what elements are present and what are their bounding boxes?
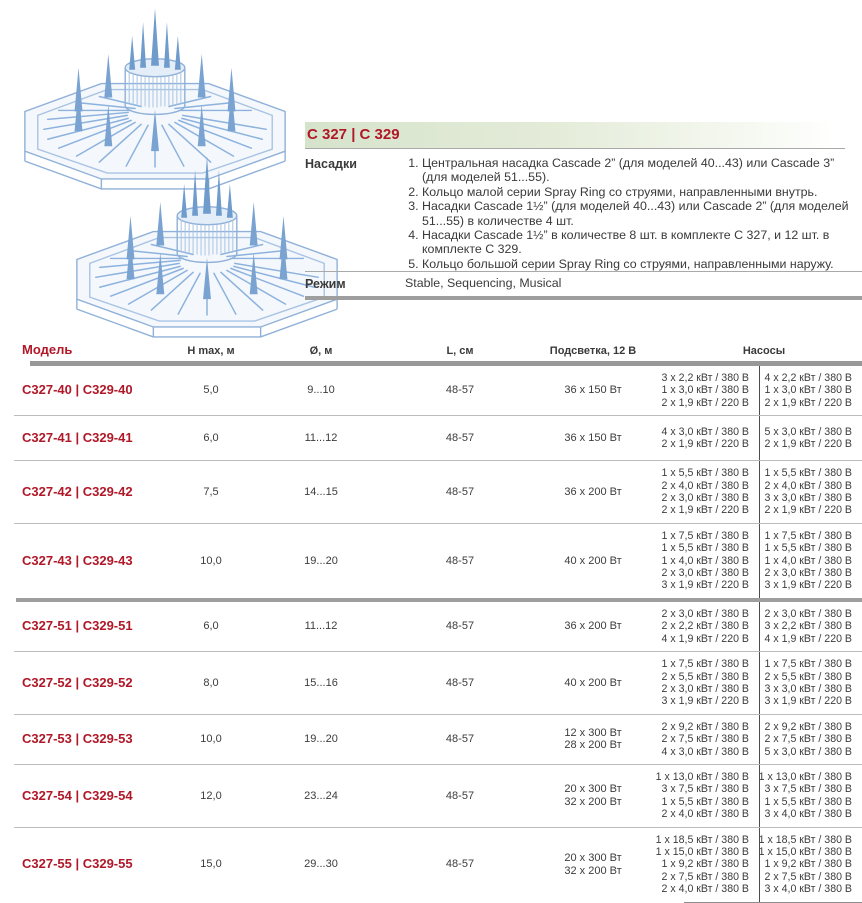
- col-header-pumps: Насосы: [742, 345, 786, 357]
- value-line: 1 x 9,2 кВт / 380 В: [661, 858, 749, 871]
- pumps-c329-cell: [759, 828, 862, 902]
- value-line: 1 x 5,5 кВт / 380 В: [661, 542, 749, 555]
- hmax-cell: 10,0: [200, 554, 222, 567]
- value-line: 3 x 7,5 кВт / 380 В: [764, 783, 852, 796]
- value-line: 1 x 7,5 кВт / 380 В: [764, 658, 852, 671]
- light-cell: [520, 765, 666, 827]
- value-line: 20 x 300 Вт: [564, 852, 622, 865]
- table-row: [0, 416, 862, 460]
- value-line: 1 x 13,0 кВт / 380 В: [758, 770, 852, 783]
- table-row: [0, 715, 862, 764]
- value-line: 1 x 13,0 кВт / 380 В: [655, 770, 749, 783]
- light-cell: [520, 416, 666, 460]
- model-cell: C327-53 | C329-53: [22, 731, 133, 747]
- length-cell: 48-57: [445, 384, 475, 397]
- value-line: 2 x 3,0 кВт / 380 В: [764, 607, 852, 620]
- value-line: 2 x 3,0 кВт / 380 В: [661, 492, 749, 505]
- length-cell: 48-57: [445, 554, 475, 567]
- section-divider-thick: [305, 296, 862, 300]
- value-line: 5 x 3,0 кВт / 380 В: [764, 425, 852, 438]
- light-cell: [520, 828, 666, 902]
- model-cell: C327-55 | C329-55: [22, 856, 133, 872]
- value-line: 1 x 5,5 кВт / 380 В: [764, 467, 852, 480]
- model-cell: C327-41 | C329-41: [22, 429, 133, 445]
- pumps-c329-cell: [759, 366, 862, 415]
- table-row: [0, 828, 862, 902]
- pumps-c327-cell: [655, 765, 759, 827]
- model-cell: C327-40 | C329-40: [22, 382, 133, 398]
- model-cell: C327-52 | C329-52: [22, 674, 133, 690]
- table-row: [0, 652, 862, 714]
- value-line: 3 x 4,0 кВт / 380 В: [764, 883, 852, 896]
- value-line: 36 x 200 Вт: [564, 620, 622, 633]
- model-cell: C327-51 | C329-51: [22, 618, 133, 634]
- hmax-cell: 6,0: [203, 431, 219, 444]
- value-line: 4 x 3,0 кВт / 380 В: [661, 425, 749, 438]
- diameter-cell: 29...30: [304, 858, 338, 871]
- value-line: 2 x 5,5 кВт / 380 В: [764, 670, 852, 683]
- diameter-cell: 11...12: [304, 620, 338, 633]
- nozzle-item: 1. Центральная насадка Cascade 2” (для моделей 40...43) или Cascade 3” (для моделей 51...55).: [422, 156, 862, 185]
- pumps-c329-cell: [759, 416, 862, 460]
- hmax-cell: 6,0: [203, 620, 219, 633]
- value-line: 1 x 9,2 кВт / 380 В: [764, 858, 852, 871]
- value-line: 1 x 7,5 кВт / 380 В: [661, 658, 749, 671]
- value-line: 32 x 200 Вт: [564, 795, 622, 808]
- value-line: 3 x 1,9 кВт / 220 В: [661, 695, 749, 708]
- col-header-model: Модель: [22, 342, 73, 357]
- value-line: 3 x 1,9 кВт / 220 В: [764, 579, 852, 592]
- col-header-length: L, см: [446, 345, 474, 357]
- value-line: 1 x 7,5 кВт / 380 В: [661, 529, 749, 542]
- value-line: 1 x 15,0 кВт / 380 В: [655, 845, 749, 858]
- value-line: 4 x 1,9 кВт / 220 В: [764, 632, 852, 645]
- value-line: 3 x 3,0 кВт / 380 В: [764, 492, 852, 505]
- table-row: [0, 461, 862, 523]
- table-row: [0, 765, 862, 827]
- value-line: 1 x 3,0 кВт / 380 В: [764, 384, 852, 397]
- col-header-hmax: H max, м: [187, 345, 235, 357]
- hmax-cell: 7,5: [203, 485, 219, 498]
- mode-value: Stable, Sequencing, Musical: [405, 276, 562, 291]
- value-line: 36 x 150 Вт: [564, 384, 622, 397]
- value-line: 4 x 2,2 кВт / 380 В: [764, 372, 852, 384]
- pumps-c327-cell: [661, 461, 759, 523]
- series-title: С 327 | С 329: [305, 122, 862, 148]
- value-line: 4 x 3,0 кВт / 380 В: [661, 745, 749, 758]
- value-line: 2 x 1,9 кВт / 220 В: [764, 504, 852, 517]
- product-info-panel: [305, 122, 862, 300]
- value-line: 2 x 7,5 кВт / 380 В: [661, 870, 749, 883]
- value-line: 36 x 150 Вт: [564, 431, 622, 444]
- value-line: 2 x 3,0 кВт / 380 В: [661, 567, 749, 580]
- value-line: 4 x 1,9 кВт / 220 В: [661, 632, 749, 645]
- nozzles-label: Насадки: [305, 157, 357, 171]
- pumps-c327-cell: [661, 366, 759, 415]
- col-header-light: Подсветка, 12 В: [549, 345, 637, 357]
- pumps-c327-cell: [661, 715, 759, 764]
- value-line: 1 x 4,0 кВт / 380 В: [661, 554, 749, 567]
- diameter-cell: 19...20: [304, 554, 338, 567]
- value-line: 2 x 7,5 кВт / 380 В: [661, 733, 749, 746]
- table-row: [0, 366, 862, 415]
- value-line: 1 x 3,0 кВт / 380 В: [661, 384, 749, 397]
- pumps-c327-cell: [661, 652, 759, 714]
- light-cell: [520, 602, 666, 651]
- value-line: 20 x 300 Вт: [564, 783, 622, 796]
- value-line: 1 x 5,5 кВт / 380 В: [661, 795, 749, 808]
- pumps-c327-cell: [661, 602, 759, 651]
- table-header-row: [0, 339, 862, 361]
- value-line: 2 x 1,9 кВт / 220 В: [661, 438, 749, 451]
- value-line: 3 x 7,5 кВт / 380 В: [661, 783, 749, 796]
- length-cell: 48-57: [445, 733, 475, 746]
- value-line: 1 x 5,5 кВт / 380 В: [661, 467, 749, 480]
- value-line: 2 x 3,0 кВт / 380 В: [661, 682, 749, 695]
- nozzles-section: [305, 156, 862, 271]
- value-line: 36 x 200 Вт: [564, 485, 622, 498]
- value-line: 2 x 1,9 кВт / 220 В: [764, 396, 852, 409]
- table-row: [0, 524, 862, 598]
- diameter-cell: 23...24: [304, 789, 338, 802]
- pumps-c327-cell: [661, 524, 759, 598]
- light-cell: [520, 715, 666, 764]
- value-line: 2 x 4,0 кВт / 380 В: [661, 808, 749, 821]
- pumps-c327-cell: [661, 416, 759, 460]
- model-cell: C327-54 | C329-54: [22, 787, 133, 803]
- value-line: 2 x 9,2 кВт / 380 В: [661, 720, 749, 733]
- value-line: 1 x 15,0 кВт / 380 В: [758, 845, 852, 858]
- model-cell: C327-43 | C329-43: [22, 552, 133, 568]
- light-cell: [520, 366, 666, 415]
- diameter-cell: 14...15: [304, 485, 338, 498]
- value-line: 12 x 300 Вт: [564, 726, 622, 739]
- nozzle-item: 2. Кольцо малой серии Spray Ring со струями, направленными внутрь.: [422, 185, 862, 199]
- value-line: 2 x 9,2 кВт / 380 В: [764, 720, 852, 733]
- value-line: 1 x 7,5 кВт / 380 В: [764, 529, 852, 542]
- nozzle-list: [405, 156, 862, 271]
- pumps-c327-cell: [655, 828, 759, 902]
- value-line: 2 x 3,0 кВт / 380 В: [661, 607, 749, 620]
- diameter-cell: 11...12: [304, 431, 338, 444]
- hmax-cell: 12,0: [200, 789, 222, 802]
- value-line: 2 x 4,0 кВт / 380 В: [764, 479, 852, 492]
- value-line: 5 x 3,0 кВт / 380 В: [764, 745, 852, 758]
- divider: [305, 148, 845, 149]
- length-cell: 48-57: [445, 620, 475, 633]
- value-line: 2 x 5,5 кВт / 380 В: [661, 670, 749, 683]
- nozzle-item: 3. Насадки Cascade 1½” (для моделей 40...43) или Cascade 2” (для моделей 51...55) в количестве 4 шт.: [422, 199, 862, 228]
- value-line: 2 x 4,0 кВт / 380 В: [661, 479, 749, 492]
- model-cell: C327-42 | C329-42: [22, 483, 133, 499]
- mode-label: Режим: [305, 277, 346, 292]
- diameter-cell: 9...10: [307, 384, 335, 397]
- hmax-cell: 15,0: [200, 858, 222, 871]
- value-line: 3 x 2,2 кВт / 380 В: [764, 620, 852, 633]
- value-line: 3 x 4,0 кВт / 380 В: [764, 808, 852, 821]
- hmax-cell: 8,0: [203, 676, 219, 689]
- value-line: 1 x 5,5 кВт / 380 В: [764, 795, 852, 808]
- value-line: 2 x 7,5 кВт / 380 В: [764, 733, 852, 746]
- value-line: 1 x 4,0 кВт / 380 В: [764, 554, 852, 567]
- value-line: 1 x 5,5 кВт / 380 В: [764, 542, 852, 555]
- length-cell: 48-57: [445, 676, 475, 689]
- length-cell: 48-57: [445, 485, 475, 498]
- length-cell: 48-57: [445, 431, 475, 444]
- diameter-cell: 19...20: [304, 733, 338, 746]
- value-line: 2 x 7,5 кВт / 380 В: [764, 870, 852, 883]
- light-cell: [520, 652, 666, 714]
- table-row: [0, 602, 862, 651]
- value-line: 2 x 4,0 кВт / 380 В: [661, 883, 749, 896]
- table-body: [0, 366, 862, 903]
- mode-section: [305, 272, 862, 296]
- hmax-cell: 10,0: [200, 733, 222, 746]
- pumps-c329-cell: [759, 602, 862, 651]
- value-line: 40 x 200 Вт: [564, 554, 622, 567]
- light-cell: [520, 461, 666, 523]
- value-line: 2 x 2,2 кВт / 380 В: [661, 620, 749, 633]
- spec-table: [0, 339, 862, 903]
- value-line: 2 x 1,9 кВт / 220 В: [764, 438, 852, 451]
- value-line: 40 x 200 Вт: [564, 676, 622, 689]
- value-line: 28 x 200 Вт: [564, 739, 622, 752]
- hmax-cell: 5,0: [203, 384, 219, 397]
- value-line: 32 x 200 Вт: [564, 864, 622, 877]
- value-line: 2 x 3,0 кВт / 380 В: [764, 567, 852, 580]
- pumps-c329-cell: [759, 524, 862, 598]
- length-cell: 48-57: [445, 789, 475, 802]
- nozzle-item: 4. Насадки Cascade 1½” в количестве 8 шт. в комплекте С 327, и 12 шт. в комплекте С 329.: [422, 228, 862, 257]
- value-line: 1 x 18,5 кВт / 380 В: [758, 833, 852, 846]
- length-cell: 48-57: [445, 858, 475, 871]
- value-line: 2 x 1,9 кВт / 220 В: [661, 504, 749, 517]
- light-cell: [520, 524, 666, 598]
- pumps-c329-cell: [759, 765, 862, 827]
- col-header-diameter: Ø, м: [309, 345, 333, 357]
- pumps-c329-cell: [759, 652, 862, 714]
- pumps-c329-cell: [759, 715, 862, 764]
- value-line: 3 x 1,9 кВт / 220 В: [764, 695, 852, 708]
- value-line: 3 x 3,0 кВт / 380 В: [764, 682, 852, 695]
- value-line: 3 x 2,2 кВт / 380 В: [661, 372, 749, 384]
- pumps-c329-cell: [759, 461, 862, 523]
- row-divider: [684, 902, 862, 903]
- nozzle-item: 5. Кольцо большой серии Spray Ring со струями, направленными наружу.: [422, 257, 862, 271]
- value-line: 2 x 1,9 кВт / 220 В: [661, 396, 749, 409]
- value-line: 3 x 1,9 кВт / 220 В: [661, 579, 749, 592]
- value-line: 1 x 18,5 кВт / 380 В: [655, 833, 749, 846]
- diameter-cell: 15...16: [304, 676, 338, 689]
